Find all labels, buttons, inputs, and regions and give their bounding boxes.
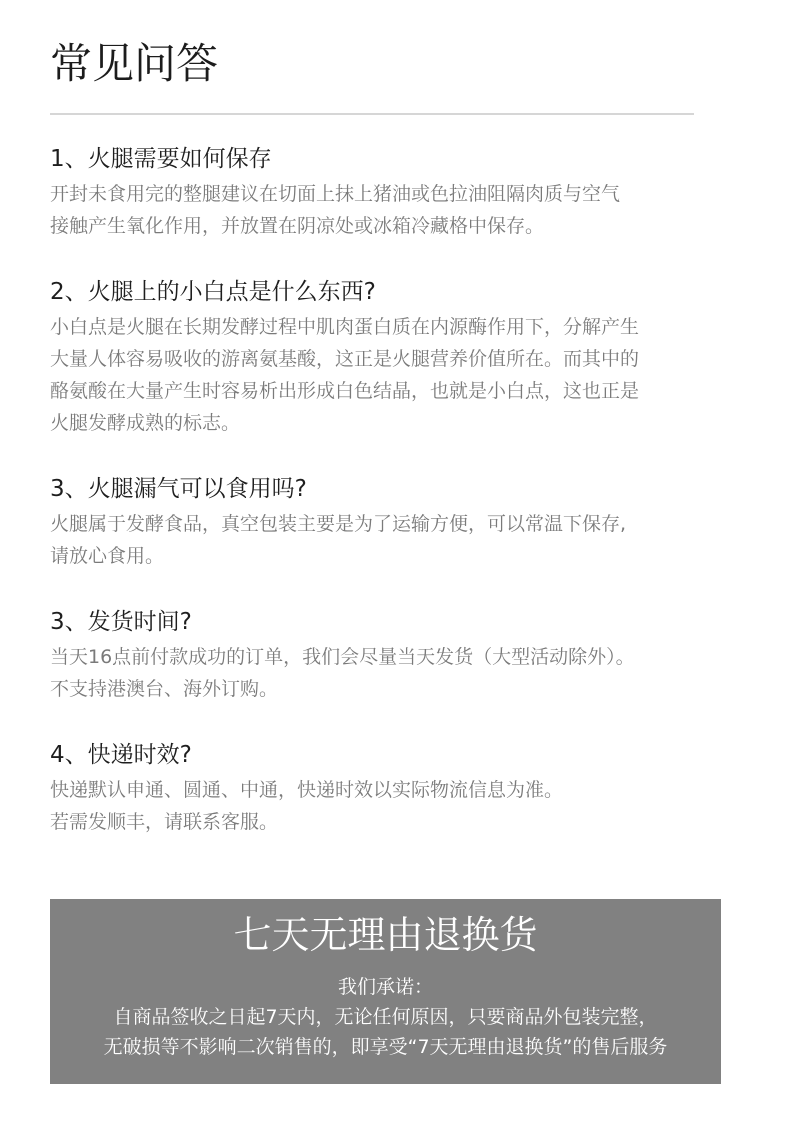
- faq-question: 2、火腿上的小白点是什么东西?: [50, 279, 376, 305]
- faq-question: 1、火腿需要如何保存: [50, 146, 272, 172]
- faq-answer: [50, 774, 730, 838]
- faq-answer-line: 接触产生氧化作用，并放置在阴凉处或冰箱冷藏格中保存。: [50, 215, 545, 237]
- faq-answer-line: 火腿属于发酵食品，真空包装主要是为了运输方便，可以常温下保存,: [50, 513, 627, 535]
- faq-question: 3、发货时间?: [50, 609, 192, 635]
- faq-item-leaking: [50, 470, 730, 572]
- faq-list: [50, 140, 730, 869]
- faq-answer-line: 火腿发酵成熟的标志。: [50, 412, 241, 434]
- faq-question: 4、快递时效?: [50, 742, 192, 768]
- faq-answer-line: 酪氨酸在大量产生时容易析出形成白色结晶，也就是小白点，这也正是: [50, 380, 640, 402]
- faq-answer-line: 开封未食用完的整腿建议在切面上抹上猪油或色拉油阻隔肉质与空气: [50, 183, 621, 205]
- faq-answer: [50, 311, 730, 439]
- faq-answer-line: 小白点是火腿在长期发酵过程中肌肉蛋白质在内源酶作用下，分解产生: [50, 316, 640, 338]
- faq-answer: [50, 178, 730, 242]
- faq-item-delivery: [50, 736, 730, 838]
- title-divider: [50, 113, 694, 115]
- faq-answer-line: 不支持港澳台、海外订购。: [50, 678, 279, 700]
- page-title: 常见问答: [50, 39, 219, 88]
- banner-promise-label: 我们承诺：: [337, 976, 433, 998]
- faq-question: 3、火腿漏气可以食用吗?: [50, 476, 307, 502]
- banner-policy-line: 自商品签收之日起7天内，无论任何原因，只要商品外包装完整，: [113, 1006, 658, 1028]
- banner-title: 七天无理由退换货: [233, 913, 538, 957]
- faq-item-white-dots: [50, 273, 730, 439]
- faq-answer-line: 快递默认申通、圆通、中通，快递时效以实际物流信息为准。: [50, 779, 564, 801]
- faq-answer-line: 请放心食用。: [50, 545, 165, 567]
- faq-answer-line: 若需发顺丰，请联系客服。: [50, 811, 279, 833]
- faq-item-shipping-time: [50, 603, 730, 705]
- faq-answer-line: 当天16点前付款成功的订单，我们会尽量当天发货（大型活动除外）。: [50, 646, 635, 668]
- return-policy-banner: [50, 899, 721, 1084]
- faq-answer-line: 大量人体容易吸收的游离氨基酸，这正是火腿营养价值所在。而其中的: [50, 348, 640, 370]
- faq-answer: [50, 641, 730, 705]
- banner-policy-line: 无破损等不影响二次销售的，即享受“7天无理由退换货”的售后服务: [103, 1036, 668, 1058]
- faq-item-storage: [50, 140, 730, 242]
- faq-answer: [50, 508, 730, 572]
